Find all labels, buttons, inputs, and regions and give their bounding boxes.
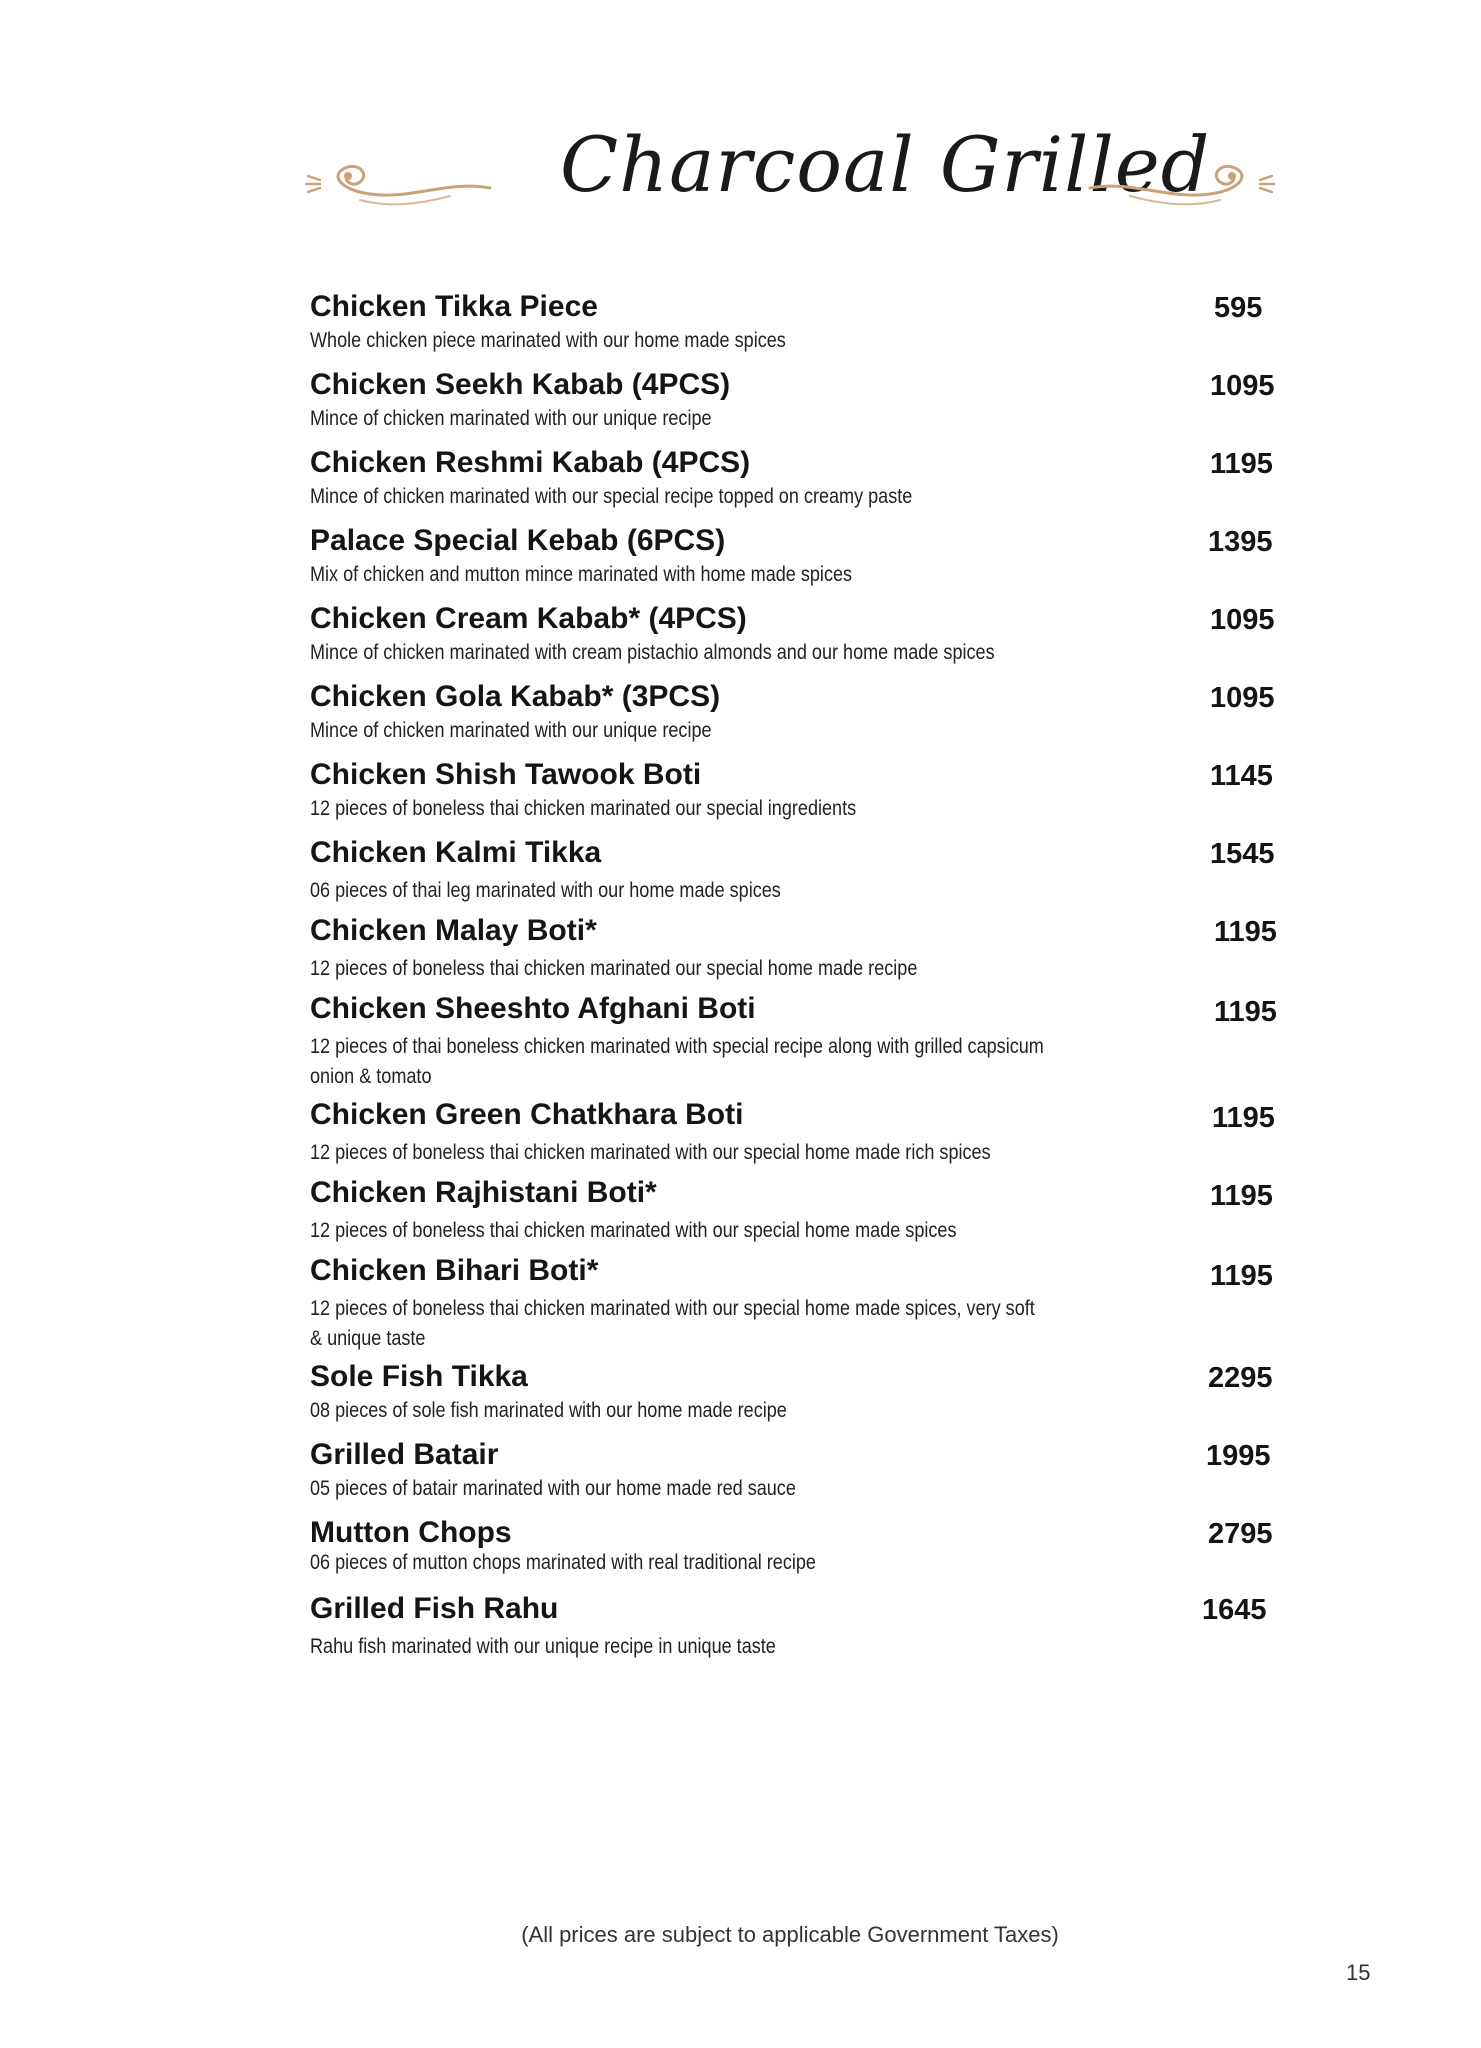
item-price: 1095: [1210, 682, 1275, 714]
item-price: 1195: [1212, 1102, 1275, 1134]
item-description: 05 pieces of batair marinated with our home made red sauce: [310, 1477, 796, 1500]
item-name: Chicken Rajhistani Boti*: [310, 1176, 657, 1209]
page-number: 15: [1346, 1960, 1371, 1985]
item-price: 1145: [1210, 760, 1273, 792]
item-name: Chicken Malay Boti*: [310, 914, 597, 947]
item-description: 08 pieces of sole fish marinated with our home made recipe: [310, 1399, 787, 1422]
item-name: Chicken Sheeshto Afghani Boti: [310, 992, 756, 1025]
item-price: 1645: [1202, 1594, 1267, 1626]
item-name: Grilled Fish Rahu: [310, 1592, 559, 1625]
item-name: Chicken Kalmi Tikka: [310, 836, 602, 869]
page-title: Charcoal Grilled: [560, 120, 1211, 209]
tax-note: (All prices are subject to applicable Government Taxes): [521, 1922, 1059, 1947]
item-price: 1545: [1210, 838, 1275, 870]
item-price: 1195: [1210, 448, 1273, 480]
item-price: 595: [1214, 292, 1263, 324]
flourish-left-icon: [300, 150, 500, 210]
item-description: Mince of chicken marinated with our unique recipe: [310, 719, 712, 742]
item-price: 1395: [1208, 526, 1273, 558]
item-name: Mutton Chops: [310, 1516, 512, 1549]
item-description: Whole chicken piece marinated with our home made spices: [310, 329, 786, 352]
item-name: Chicken Tikka Piece: [310, 290, 598, 323]
item-price: 1195: [1210, 1180, 1273, 1212]
item-name: Chicken Reshmi Kabab (4PCS): [310, 446, 751, 479]
item-description: 12 pieces of boneless thai chicken marinated with our special home made rich spices: [310, 1141, 991, 1164]
item-name: Grilled Batair: [310, 1438, 499, 1471]
item-description: 06 pieces of mutton chops marinated with real traditional recipe: [310, 1551, 816, 1574]
flourish-right-icon: [1080, 150, 1280, 210]
item-price: 1195: [1210, 1260, 1273, 1292]
item-price: 1195: [1214, 916, 1277, 948]
item-description: 06 pieces of thai leg marinated with our home made spices: [310, 879, 781, 902]
item-name: Chicken Shish Tawook Boti: [310, 758, 702, 791]
item-name: Chicken Seekh Kabab (4PCS): [310, 368, 731, 401]
item-description: 12 pieces of boneless thai chicken marinated our special home made recipe: [310, 957, 918, 980]
item-name: Chicken Bihari Boti*: [310, 1254, 599, 1287]
item-name: Palace Special Kebab (6PCS): [310, 524, 726, 557]
item-price: 2295: [1208, 1362, 1273, 1394]
item-description: 12 pieces of boneless thai chicken marinated with our special home made spices, very soft & unique taste: [310, 1297, 1035, 1350]
item-description: 12 pieces of boneless thai chicken marinated with our special home made spices: [310, 1219, 957, 1242]
item-name: Chicken Green Chatkhara Boti: [310, 1098, 744, 1131]
item-description: Mince of chicken marinated with our unique recipe: [310, 407, 712, 430]
item-name: Chicken Cream Kabab* (4PCS): [310, 602, 747, 635]
item-price: 1095: [1210, 370, 1275, 402]
item-price: 2795: [1208, 1518, 1273, 1550]
item-price: 1195: [1214, 996, 1277, 1028]
item-name: Sole Fish Tikka: [310, 1360, 528, 1393]
item-price: 1995: [1206, 1440, 1271, 1472]
item-description: Mix of chicken and mutton mince marinated with home made spices: [310, 563, 853, 586]
item-price: 1095: [1210, 604, 1275, 636]
item-description: 12 pieces of boneless thai chicken marinated our special ingredients: [310, 797, 857, 820]
item-description: 12 pieces of thai boneless chicken marinated with special recipe along with grilled capsicum onion & tomato: [310, 1035, 1044, 1088]
item-description: Rahu fish marinated with our unique recipe in unique taste: [310, 1635, 776, 1658]
item-description: Mince of chicken marinated with cream pistachio almonds and our home made spices: [310, 641, 995, 664]
page-header: [0, 110, 1481, 250]
item-name: Chicken Gola Kabab* (3PCS): [310, 680, 721, 713]
item-description: Mince of chicken marinated with our special recipe topped on creamy paste: [310, 485, 913, 508]
